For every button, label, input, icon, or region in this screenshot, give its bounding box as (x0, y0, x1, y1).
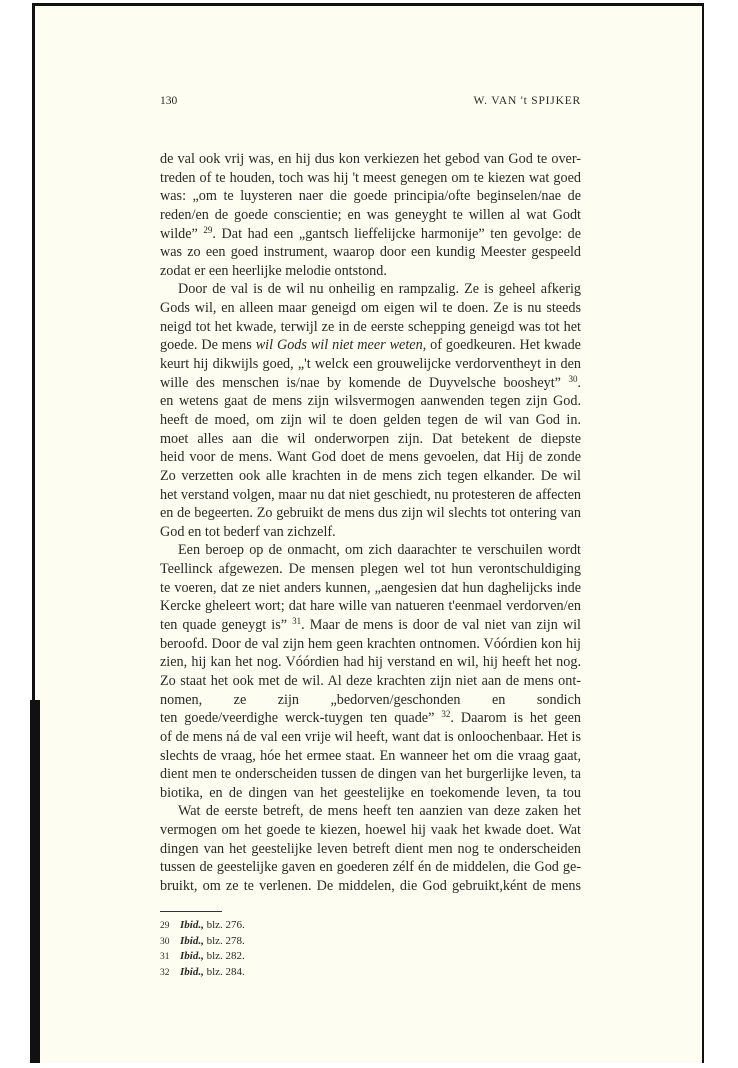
text-line: en wetens gaat de mens zijn wilsvermogen aanwenden tegen zijn God. (160, 393, 581, 410)
text-line: en de begeerten. Zo gebruikt de mens dus zijn wil slechts tot ontering van (160, 505, 581, 522)
italic-text: wil Gods wil niet meer weten (255, 337, 423, 354)
text-line: zodat er een heerlijke melodie ontstond. (160, 262, 387, 279)
running-title: W. VAN 't SPIJKER (473, 95, 581, 107)
text-line: vermogen om het goede te kiezen, hoewel hij vaak het kwade doet. Wat (160, 822, 581, 839)
footnote-number: 32 (160, 967, 170, 978)
text-line: de val ook vrij was, en hij dus kon verkiezen het gebod van God te over- (160, 151, 581, 167)
text-line: ten quade geneygt is” $^{31}$. Maar de mens is door de val niet van zijn wil (160, 616, 581, 634)
footnote-ref: blz. 278. (203, 934, 245, 947)
footnote-reference[interactable]: 30 (568, 373, 578, 384)
text-line: ten goede/veerdighe werck-tuygen ten quade” $^{32}$. Daarom is het geen (160, 709, 581, 727)
footnote-number: 31 (160, 952, 170, 963)
text-line: keurt hij dikwijls goed, „'t welck een grouwelijcke verdorventheyt in den (160, 356, 581, 373)
text-line: moet alles aan die wil onderworpen zijn. Dat betekent de diepste (160, 430, 581, 447)
text-line: heeft de moed, om zijn wil te doen gelden tegen de wil van God in. (160, 411, 581, 428)
page-edge-shadow (30, 700, 40, 1063)
footnote-number: 30 (160, 936, 170, 947)
text-line: Zo staat het ook met de wil. Al deze krachten zijn niet aan de mens ont- (160, 672, 581, 689)
text-line: biotika, en de dingen van het geestelijke en toekomende leven, ta tou (160, 784, 581, 801)
text-line: of de mens ná de val een vrije wil heeft, want dat is onloochenbaar. Het is (160, 728, 581, 745)
text-line: was: „om te luysteren naer die goede principia/ofte beginselen/nae de (160, 188, 581, 205)
text-line: te voeren, dat ze niet anders kunnen, „aengesien dat hun daghelijcks inde (160, 579, 581, 596)
footnote-ref: blz. 282. (203, 950, 245, 963)
footnote-ibid: Ibid., (180, 950, 204, 963)
paragraph (160, 541, 581, 802)
text-line: Een beroep op de onmacht, om zich daarachter te verschuilen wordt (178, 542, 581, 559)
body-text (160, 150, 581, 896)
footnote-reference[interactable]: 31 (292, 616, 302, 627)
text-line: Kercke gheleert wort; dat hare wille van natueren t'eenmael verdorven/en (160, 598, 581, 615)
footnote (160, 965, 245, 981)
footnote-ref: blz. 276. (203, 919, 245, 931)
text-line: goede. De mens wil Gods wil niet meer weten, of goedkeuren. Het kwade (160, 337, 581, 354)
text-line: slechts de vraag, hóe het ermee staat. En wanneer het om die vraag gaat, (160, 747, 581, 764)
footnote-ibid: Ibid., (180, 934, 204, 947)
footnote-number: 29 (160, 921, 170, 931)
paragraph (160, 280, 581, 541)
text-line: wille des menschen is/nae by komende de Duyvelsche boosheyt” $^{30}$. (160, 373, 581, 391)
text-line: Door de val is de wil nu onheilig en rampzalig. Ze is geheel afkerig (178, 281, 581, 298)
paragraph (160, 802, 581, 895)
text-line: zien, hij kan het nog. Vóórdien had hij verstand en wil, hij heeft het nog. (160, 654, 581, 671)
text-line: wilde” $^{29}$. Dat had een „gantsch lieffelijcke harmonije” ten gevolge: de (160, 224, 581, 242)
text-line: dient men te onderscheiden tussen de dingen van het burgerlijke leven, ta (160, 766, 581, 783)
footnote-reference[interactable]: 29 (203, 224, 213, 235)
footnote-ref: blz. 284. (203, 965, 245, 978)
text-line: was zo een goed instrument, waarop door een kundig Meester gespeeld (160, 244, 581, 261)
footnote-ibid: Ibid., (180, 919, 204, 931)
text-line: bruikt, om ze te verlenen. De middelen, die God gebruikt,ként de mens (160, 877, 581, 894)
text-line: tussen de geestelijke gaven en goederen zélf én de middelen, die God ge- (160, 859, 581, 876)
footnote (160, 918, 245, 934)
text-line: het verstand volgen, maar nu dat niet geschiedt, nu protesteren de affecten (160, 486, 581, 503)
text-line: nomen, ze zijn „bedorven/geschonden en sondich (160, 691, 581, 708)
footnote-reference[interactable]: 32 (441, 709, 451, 720)
page-number: 130 (160, 95, 178, 107)
text-line: Zo verzetten ook alle krachten in de mens zich tegen elkander. De wil (160, 467, 581, 484)
text-line: beroofd. Door de val zijn hem geen krachten ontnomen. Vóórdien kon hij (160, 635, 581, 652)
paragraph (160, 150, 581, 280)
text-line: treden of te houden, toch was hij 't meest genegen om te kiezen wat goed (160, 169, 581, 186)
text-line: heid voor de mens. Want God doet de mens gevoelen, dat Hij de zonde (160, 449, 581, 466)
text-line: neigd tot het kwade, terwijl ze in de eerste schepping geneigd was tot het (160, 318, 581, 335)
text-line: Teellinck afgewezen. De mensen plegen wel tot hun verontschuldiging (160, 561, 581, 578)
text-line: reden/en de goede conscientie; en was geneyght te willen al wat Godt (160, 206, 581, 223)
footnotes (160, 918, 245, 980)
text-line: God en tot bederf van zichzelf. (160, 523, 336, 540)
footnote (160, 934, 245, 950)
text-line: Gods wil, en alleen maar geneigd om eigen wil te doen. Ze is nu steeds (160, 300, 581, 317)
text-line: dingen van het geestelijke leven betreft dient men nog te onderscheiden (160, 840, 581, 857)
running-header (160, 95, 581, 111)
footnote-ibid: Ibid., (180, 965, 204, 978)
text-line: Wat de eerste betreft, de mens heeft ten aanzien van deze zaken het (178, 803, 581, 820)
footnote-rule (160, 911, 222, 912)
footnote (160, 949, 245, 965)
